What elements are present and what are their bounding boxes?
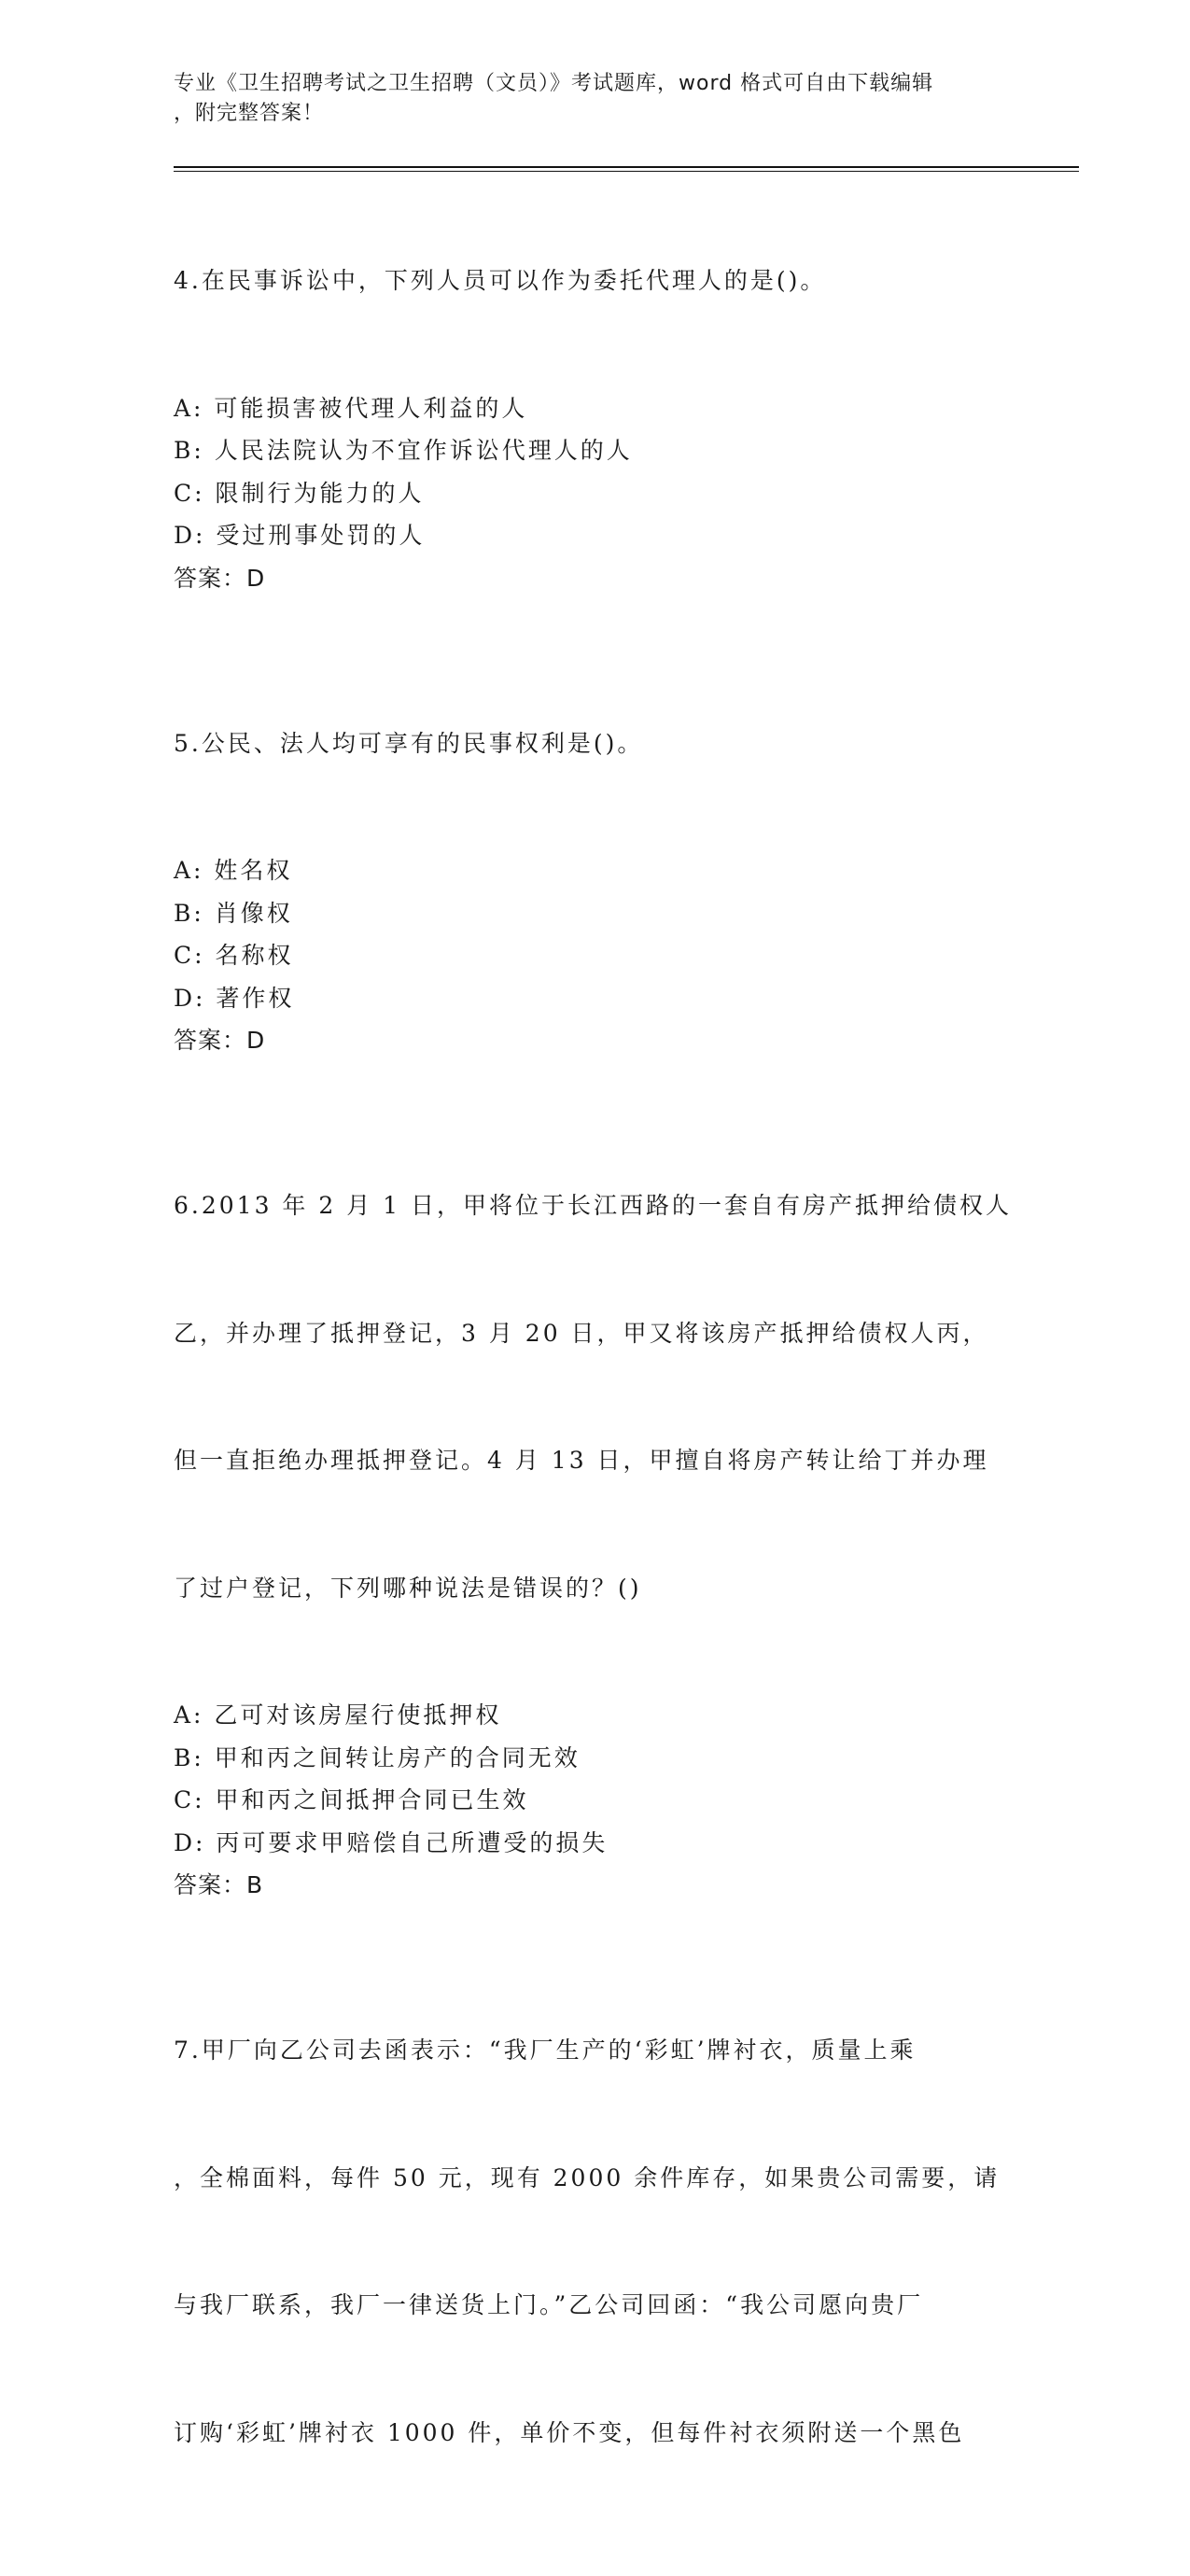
header-divider-thick: [174, 166, 1079, 168]
question-7: [174, 1944, 1014, 2539]
header-line-1: 专业《卫生招聘考试之卫生招聘（文员）》考试题库，word 格式可自由下载编辑: [174, 72, 934, 95]
question-stem-line: 与我厂联系，我厂一律送货上门。”乙公司回函：“我公司愿向贵厂: [174, 2291, 924, 2318]
option-b: B: 甲和丙之间转让房产的合同无效: [174, 1743, 581, 1771]
header-divider-thin: [174, 171, 1079, 172]
question-4: [174, 175, 1014, 600]
option-c: C: 名称权: [174, 942, 294, 969]
question-stem-line: 订购‘彩虹’牌衬衣 1000 件，单价不变，但每件衬衣须附送一个黑色: [174, 2418, 965, 2446]
question-stem-line: 但一直拒绝办理抵押登记。4 月 13 日，甲擅自将房产转让给丁并办理: [174, 1447, 989, 1474]
answer: 答案：D: [174, 564, 266, 592]
option-b: B: 肖像权: [174, 899, 293, 927]
question-stem: [174, 1099, 1014, 1694]
answer: 答案：D: [174, 1027, 266, 1054]
question-stem-line: ，全棉面料，每件 50 元，现有 2000 余件库存，如果贵公司需要，请: [174, 2163, 1001, 2191]
option-c: C: 甲和丙之间抵押合同已生效: [174, 1786, 529, 1813]
question-stem: [174, 175, 1014, 387]
header-line-2: ，附完整答案！: [174, 102, 325, 125]
question-6: [174, 1099, 1014, 1907]
question-stem: [174, 1944, 1014, 2539]
question-list: [174, 175, 1014, 2576]
question-5: [174, 637, 1014, 1063]
question-stem-line: 乙，并办理了抵押登记，3 月 20 日，甲又将该房产抵押给债权人丙，: [174, 1319, 989, 1347]
option-d: D: 受过刑事处罚的人: [174, 522, 426, 549]
answer: 答案：B: [174, 1871, 264, 1898]
option-a: A: 乙可对该房屋行使抵押权: [174, 1701, 502, 1729]
question-stem-line: 4.在民事诉讼中，下列人员可以作为委托代理人的是()。: [174, 267, 827, 294]
option-c: C: 限制行为能力的人: [174, 479, 425, 507]
question-stem-line: 了过户登记，下列哪种说法是错误的？(): [174, 1574, 642, 1602]
question-stem: [174, 637, 1014, 850]
option-d: D: 丙可要求甲赔偿自己所遭受的损失: [174, 1828, 609, 1856]
question-stem-line: 6.2013 年 2 月 1 日，甲将位于长江西路的一套自有房产抵押给债权人: [174, 1192, 1013, 1219]
option-d: D: 著作权: [174, 984, 295, 1012]
document-header: [174, 69, 995, 129]
question-stem-line: 7.甲厂向乙公司去函表示：“我厂生产的‘彩虹’牌衬衣，质量上乘: [174, 2037, 917, 2064]
question-stem-line: 5.公民、法人均可享有的民事权利是()。: [174, 729, 644, 757]
option-a: A: 可能损害被代理人利益的人: [174, 394, 528, 422]
option-a: A: 姓名权: [174, 857, 293, 884]
option-b: B: 人民法院认为不宜作诉讼代理人的人: [174, 437, 633, 464]
